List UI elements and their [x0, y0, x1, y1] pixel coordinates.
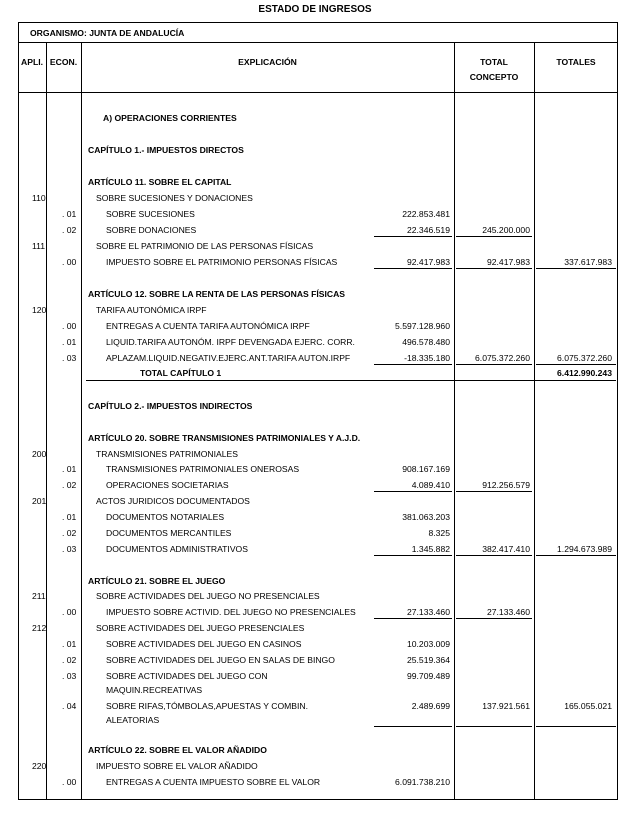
apli-code: 200: [32, 449, 47, 459]
row-explanation: DOCUMENTOS NOTARIALES: [106, 512, 225, 522]
concepto-total: 137.921.561: [482, 701, 530, 711]
concepto-underline: [456, 236, 532, 237]
concepto-underline: [456, 726, 532, 727]
econ-code: . 04: [62, 701, 77, 711]
partial-underline: [374, 236, 452, 237]
econ-code: . 00: [62, 777, 77, 787]
partial-underline: [374, 555, 452, 556]
partial-amount: 27.133.460: [406, 607, 450, 617]
totales-amount: 6.075.372.260: [557, 353, 612, 363]
concepto-underline: [456, 364, 532, 365]
row-explanation: SOBRE ACTIVIDADES DEL JUEGO NO PRESENCIALES: [96, 591, 320, 601]
row-explanation: ARTÍCULO 22. SOBRE EL VALOR AÑADIDO: [88, 745, 267, 755]
econ-code: . 01: [62, 639, 77, 649]
page-title: ESTADO DE INGRESOS: [258, 4, 372, 15]
concepto-total: 382.417.410: [482, 544, 530, 554]
partial-amount: 10.203.009: [406, 639, 450, 649]
apli-code: 120: [32, 305, 47, 315]
header-econ: ECON.: [49, 57, 78, 67]
row-explanation: CAPÍTULO 2.- IMPUESTOS INDIRECTOS: [88, 401, 253, 411]
partial-underline: [374, 364, 452, 365]
row-explanation: ARTÍCULO 21. SOBRE EL JUEGO: [88, 576, 226, 586]
row-explanation: IMPUESTO SOBRE EL PATRIMONIO PERSONAS FÍSICAS: [106, 257, 338, 267]
col-divider-apli: [46, 42, 47, 800]
row-explanation-cont: MAQUIN.RECREATIVAS: [106, 685, 203, 695]
row-explanation: A) OPERACIONES CORRIENTES: [103, 113, 237, 123]
row-explanation-cont: ALEATORIAS: [106, 715, 160, 725]
partial-amount: 2.489.699: [411, 701, 450, 711]
row-explanation: ARTÍCULO 11. SOBRE EL CAPITAL: [88, 177, 232, 187]
concepto-total: 912.256.579: [482, 480, 530, 490]
totales-amount: 165.055.021: [564, 701, 612, 711]
econ-code: . 02: [62, 528, 77, 538]
row-explanation: ARTÍCULO 12. SOBRE LA RENTA DE LAS PERSONAS FÍSICAS: [88, 289, 346, 299]
col-divider-explicacion: [454, 42, 455, 800]
totales-underline: [536, 364, 616, 365]
header-divider: [18, 92, 618, 93]
partial-amount: 496.578.480: [402, 337, 450, 347]
econ-code: . 01: [62, 464, 77, 474]
apli-code: 211: [32, 591, 46, 601]
income-statement-table: [18, 22, 618, 800]
apli-code: 110: [32, 193, 46, 203]
partial-underline: [374, 268, 452, 269]
partial-amount: 22.346.519: [406, 225, 450, 235]
apli-code: 111: [32, 241, 46, 251]
econ-code: . 02: [62, 225, 77, 235]
organismo-label: ORGANISMO: JUNTA DE ANDALUCÍA: [30, 28, 185, 38]
row-explanation: CAPÍTULO 1.- IMPUESTOS DIRECTOS: [88, 145, 244, 155]
partial-amount: 1.345.882: [411, 544, 450, 554]
header-total-concepto-1: TOTAL: [480, 57, 508, 67]
totales-amount: 1.294.673.989: [557, 544, 612, 554]
econ-code: . 01: [62, 337, 77, 347]
econ-code: . 01: [62, 209, 77, 219]
row-explanation: DOCUMENTOS ADMINISTRATIVOS: [106, 544, 248, 554]
total-underline: [86, 380, 616, 381]
row-explanation: ACTOS JURIDICOS DOCUMENTADOS: [96, 496, 250, 506]
row-explanation: SOBRE ACTIVIDADES DEL JUEGO PRESENCIALES: [96, 623, 305, 633]
concepto-total: 245.200.000: [482, 225, 530, 235]
header-totales: TOTALES: [556, 57, 596, 67]
econ-code: . 03: [62, 671, 77, 681]
row-explanation: OPERACIONES SOCIETARIAS: [106, 480, 229, 490]
row-explanation: TRANSMISIONES PATRIMONIALES ONEROSAS: [106, 464, 300, 474]
header-explicacion: EXPLICACIÓN: [238, 57, 297, 67]
econ-code: . 03: [62, 544, 77, 554]
partial-amount: 381.063.203: [402, 512, 450, 522]
row-explanation: TOTAL CAPÍTULO 1: [140, 368, 222, 378]
partial-amount: 92.417.983: [406, 257, 450, 267]
partial-amount: 6.091.738.210: [395, 777, 450, 787]
header-total-concepto-2: CONCEPTO: [469, 72, 519, 82]
row-explanation: LIQUID.TARIFA AUTONÓM. IRPF DEVENGADA EJERC. CORR.: [106, 337, 355, 347]
row-explanation: SOBRE SUCESIONES: [106, 209, 195, 219]
partial-amount: 908.167.169: [402, 464, 450, 474]
apli-code: 212: [32, 623, 47, 633]
concepto-underline: [456, 268, 532, 269]
row-explanation: SOBRE RIFAS,TÓMBOLAS,APUESTAS Y COMBIN.: [106, 701, 309, 711]
row-explanation: TRANSMISIONES PATRIMONIALES: [96, 449, 238, 459]
econ-code: . 00: [62, 257, 77, 267]
partial-amount: 8.325: [428, 528, 450, 538]
row-explanation: SOBRE ACTIVIDADES DEL JUEGO EN CASINOS: [106, 639, 302, 649]
concepto-total: 92.417.983: [486, 257, 530, 267]
row-explanation: ENTREGAS A CUENTA IMPUESTO SOBRE EL VALOR: [106, 777, 321, 787]
partial-amount: -18.335.180: [404, 353, 450, 363]
apli-code: 220: [32, 761, 47, 771]
row-explanation: SOBRE DONACIONES: [106, 225, 197, 235]
row-explanation: ARTÍCULO 20. SOBRE TRANSMISIONES PATRIMONIALES Y A.J.D.: [88, 433, 361, 443]
econ-code: . 01: [62, 512, 77, 522]
row-explanation: IMPUESTO SOBRE ACTIVID. DEL JUEGO NO PRESENCIALES: [106, 607, 356, 617]
partial-amount: 5.597.128.960: [395, 321, 450, 331]
econ-code: . 03: [62, 353, 77, 363]
partial-amount: 4.089.410: [411, 480, 450, 490]
partial-amount: 99.709.489: [406, 671, 450, 681]
header-apli: APLI.: [21, 57, 43, 67]
partial-underline: [374, 491, 452, 492]
econ-code: . 02: [62, 655, 77, 665]
row-explanation: ENTREGAS A CUENTA TARIFA AUTONÓMICA IRPF: [106, 321, 310, 331]
concepto-total: 6.075.372.260: [475, 353, 530, 363]
econ-code: . 00: [62, 321, 77, 331]
row-explanation: SOBRE SUCESIONES Y DONACIONES: [96, 193, 253, 203]
col-divider-concepto: [534, 42, 535, 800]
row-explanation: TARIFA AUTONÓMICA IRPF: [96, 305, 207, 315]
partial-amount: 222.853.481: [402, 209, 450, 219]
concepto-underline: [456, 618, 532, 619]
totales-underline: [536, 726, 616, 727]
row-explanation: APLAZAM.LIQUID.NEGATIV.EJERC.ANT.TARIFA AUTON.IRPF: [106, 353, 351, 363]
econ-code: . 00: [62, 607, 77, 617]
partial-underline: [374, 618, 452, 619]
partial-amount: 25.519.364: [406, 655, 450, 665]
row-explanation: IMPUESTO SOBRE EL VALOR AÑADIDO: [96, 761, 258, 771]
row-explanation: SOBRE EL PATRIMONIO DE LAS PERSONAS FÍSICAS: [96, 241, 314, 251]
totales-amount: 337.617.983: [564, 257, 612, 267]
row-explanation: SOBRE ACTIVIDADES DEL JUEGO EN SALAS DE BINGO: [106, 655, 335, 665]
partial-underline: [374, 726, 452, 727]
concepto-total: 27.133.460: [486, 607, 530, 617]
row-explanation: SOBRE ACTIVIDADES DEL JUEGO CON: [106, 671, 268, 681]
col-divider-econ: [81, 42, 82, 800]
apli-code: 201: [32, 496, 47, 506]
concepto-underline: [456, 555, 532, 556]
totales-underline: [536, 555, 616, 556]
econ-code: . 02: [62, 480, 77, 490]
concepto-underline: [456, 491, 532, 492]
row-explanation: DOCUMENTOS MERCANTILES: [106, 528, 232, 538]
organismo-divider: [18, 42, 618, 43]
totales-amount: 6.412.990.243: [557, 368, 612, 378]
totales-underline: [536, 268, 616, 269]
